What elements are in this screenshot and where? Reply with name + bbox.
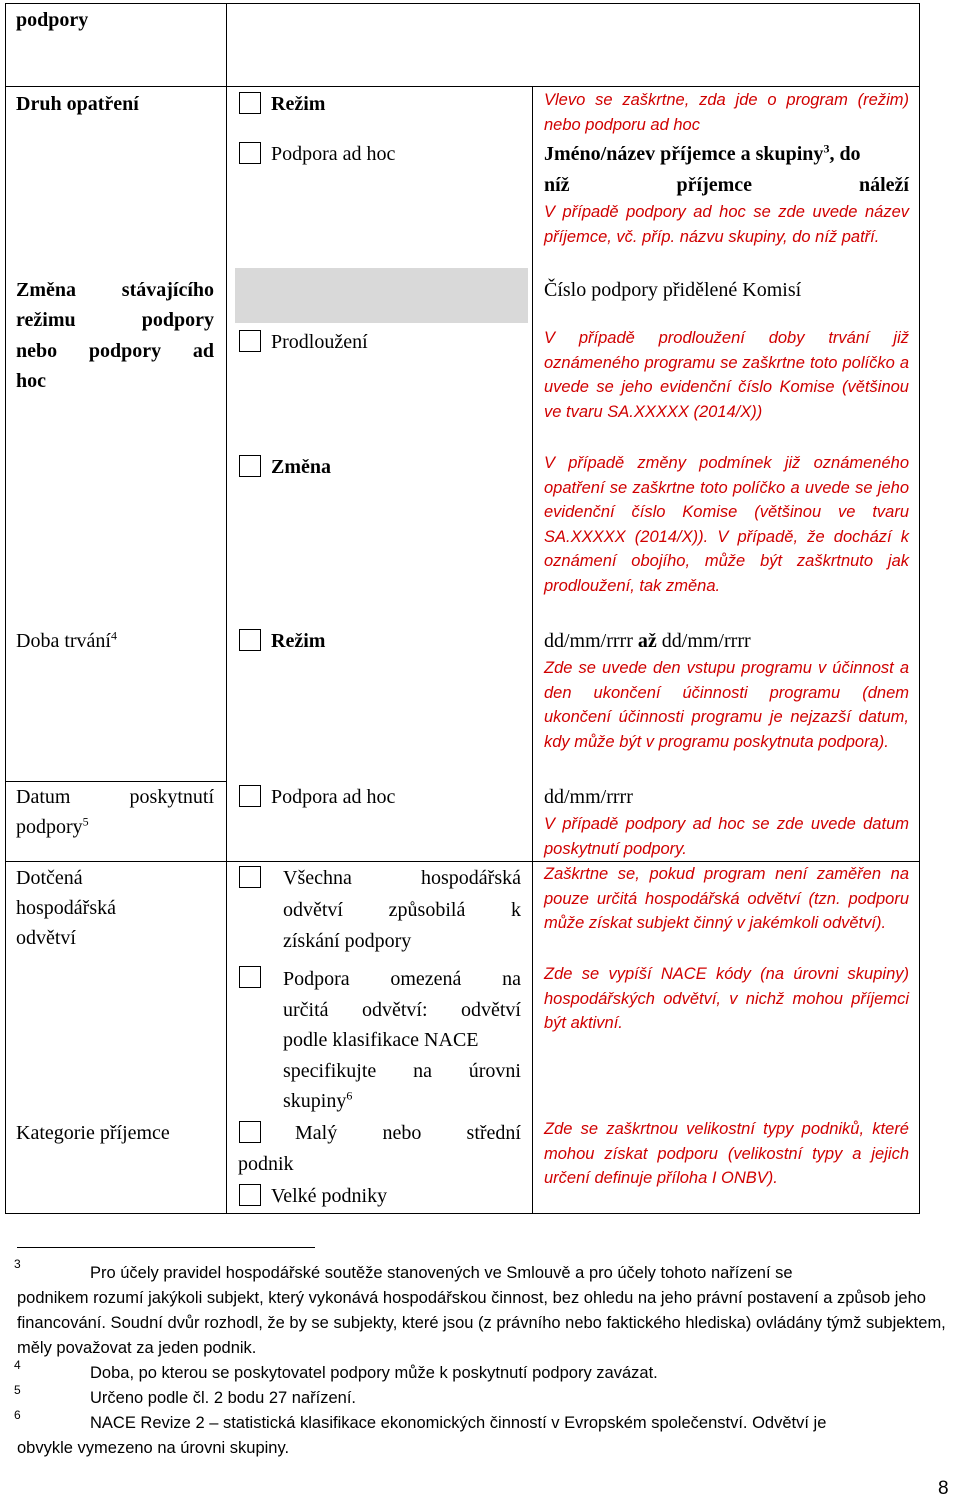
doba-trvani-label: Doba trvání$^4$ <box>16 628 117 652</box>
row-divider-top <box>5 86 920 87</box>
option-omezena-line2: určitá odvětví: odvětví <box>283 999 521 1021</box>
zmena-label-line3: nebo podpory ad <box>16 340 214 362</box>
note-datum: V případě podpory ad hoc se zde uvede datum poskytnutí podpory. <box>544 815 909 858</box>
option-zmena-label: Změna <box>271 456 331 478</box>
datum-date: dd/mm/rrrr <box>544 786 633 808</box>
checkbox-velke-podniky[interactable] <box>239 1184 261 1206</box>
druh-opatreni-label: Druh opatření <box>16 93 139 115</box>
option-velke-podniky-label: Velké podniky <box>271 1185 388 1207</box>
footnote-4-number: 4 <box>14 1358 21 1372</box>
note-vsechna-odvetvi: Zaškrtne se, pokud program není zaměřen na pouze určitá hospodářská odvětví (tzn. podporu může získat subjekt činný v jakémkoli odvětví). <box>544 865 909 933</box>
column-divider-2 <box>532 86 533 1214</box>
footnote-5-text: Určeno podle čl. 2 bodu 27 nařízení. <box>90 1389 357 1407</box>
doba-date-range: dd/mm/rrrr až dd/mm/rrrr <box>544 630 751 652</box>
cislo-podpory-label: Číslo podpory přidělené Komisí <box>544 279 802 301</box>
checkbox-omezena-odvetvi[interactable] <box>239 966 261 988</box>
option-omezena-line4: specifikujte na úrovni <box>283 1060 521 1082</box>
note-kategorie: Zde se zaškrtnou velikostní typy podniků, které mohou získat podporu (velikostní typy a jejich určení definuje příloha I ONBV). <box>544 1120 909 1188</box>
option-adhoc-label: Podpora ad hoc <box>271 143 396 165</box>
checkbox-vsechna-odvetvi[interactable] <box>239 866 261 888</box>
recipient-heading-line2: níž příjemce náleží <box>544 174 909 196</box>
checkbox-rezim[interactable] <box>239 92 261 114</box>
footnote-3-number: 3 <box>14 1257 21 1271</box>
option-vsechna-line3: získání podpory <box>283 930 412 952</box>
footnote-4-text: Doba, po kterou se poskytovatel podpory může k poskytnutí podpory zavázat. <box>90 1364 658 1382</box>
footnote-3-rest: podnikem rozumí jakýkoli subjekt, který vykonává hospodářskou činnost, bez ohledu na jeho právní postavení a způsob jeho financování. Soudní dvůr rozhodl, že by se subjekty, které jsou (z právního nebo faktického hlediska) ovládány týmž subjektem, měly považovat za jeden podnik. <box>17 1289 946 1357</box>
option-datum-adhoc-label: Podpora ad hoc <box>271 786 396 808</box>
note-druh: Vlevo se zaškrtne, zda jde o program (režim) nebo podporu ad hoc <box>544 91 909 134</box>
odvetvi-label-line3: odvětví <box>16 927 76 949</box>
checkbox-msp[interactable] <box>239 1121 261 1143</box>
datum-label-line2: podpory$^5$ <box>16 814 89 838</box>
note-recipient: V případě podpory ad hoc se zde uvede název příjemce, vč. příp. názvu skupiny, do níž patří. <box>544 203 909 246</box>
top-label: podpory <box>16 9 89 31</box>
note-zmena: V případě změny podmínek již oznámeného opatření se zaškrtne toto políčko a uvede se jeho evidenční číslo Komise (většinou ve tvaru SA.XXXXX (2014/X)). V případě, že dochází k oznámení obojího, může být zaškrtnuto jak prodloužení, tak změna. <box>544 454 909 595</box>
option-doba-rezim-label: Režim <box>271 630 326 652</box>
page-number: 8 <box>938 1478 949 1499</box>
zmena-label-line2: režimu podpory <box>16 309 214 331</box>
option-omezena-line3: podle klasifikace NACE <box>283 1029 479 1051</box>
grey-cell <box>235 268 528 323</box>
footnote-6-rest: obvykle vymezeno na úrovni skupiny. <box>17 1439 290 1457</box>
odvetvi-label-line2: hospodářská <box>16 897 116 919</box>
footnote-6-line1: NACE Revize 2 – statistická klasifikace ekonomických činností v Evropském společenství. Odvětví je <box>90 1414 827 1432</box>
option-omezena-line5: skupiny$^6$ <box>283 1088 353 1112</box>
note-omezena-odvetvi: Zde se vypíší NACE kódy (na úrovni skupiny) hospodářských odvětví, v nichž mohou příjemci být aktivní. <box>544 965 909 1033</box>
option-prodlouzeni-label: Prodloužení <box>271 331 368 353</box>
zmena-label-line1: Změna stávajícího <box>16 279 214 301</box>
checkbox-prodlouzeni[interactable] <box>239 330 261 352</box>
datum-label-line1: Datum poskytnutí <box>16 786 214 808</box>
option-rezim-label: Režim <box>271 93 326 115</box>
kategorie-label: Kategorie příjemce <box>16 1122 170 1144</box>
checkbox-podpora-ad-hoc[interactable] <box>239 142 261 164</box>
note-doba: Zde se uvede den vstupu programu v účinnost a den ukončení účinnosti programu (dnem ukončení účinnosti programu je nejzazší datum, kdy může být v programu poskytnuta podpora). <box>544 659 909 751</box>
recipient-heading: Jméno/název příjemce a skupiny$^3$, do <box>544 141 861 165</box>
checkbox-datum-adhoc[interactable] <box>239 785 261 807</box>
option-msp-line2: podnik <box>238 1153 294 1175</box>
option-msp-line1: Malý nebo střední <box>295 1122 521 1144</box>
footnote-separator <box>17 1247 315 1248</box>
option-vsechna-line1: Všechna hospodářská <box>283 867 521 889</box>
odvetvi-label-line1: Dotčená <box>16 867 83 889</box>
option-vsechna-line2: odvětví způsobilá k <box>283 899 521 921</box>
option-omezena-line1: Podpora omezená na <box>283 968 521 990</box>
footnote-6-number: 6 <box>14 1408 21 1422</box>
footnote-3-line1: Pro účely pravidel hospodářské soutěže stanovených ve Smlouvě a pro účely tohoto nařízení se <box>90 1264 793 1282</box>
checkbox-zmena[interactable] <box>239 455 261 477</box>
note-prodlouzeni: V případě prodloužení doby trvání již oznámeného programu se zaškrtne toto políčko a uvede se jeho evidenční číslo Komise (většinou ve tvaru SA.XXXXX (2014/X)) <box>544 329 909 421</box>
zmena-label-line4: hoc <box>16 370 46 392</box>
footnote-5-number: 5 <box>14 1383 21 1397</box>
checkbox-doba-rezim[interactable] <box>239 629 261 651</box>
column-divider-1 <box>226 3 227 1214</box>
